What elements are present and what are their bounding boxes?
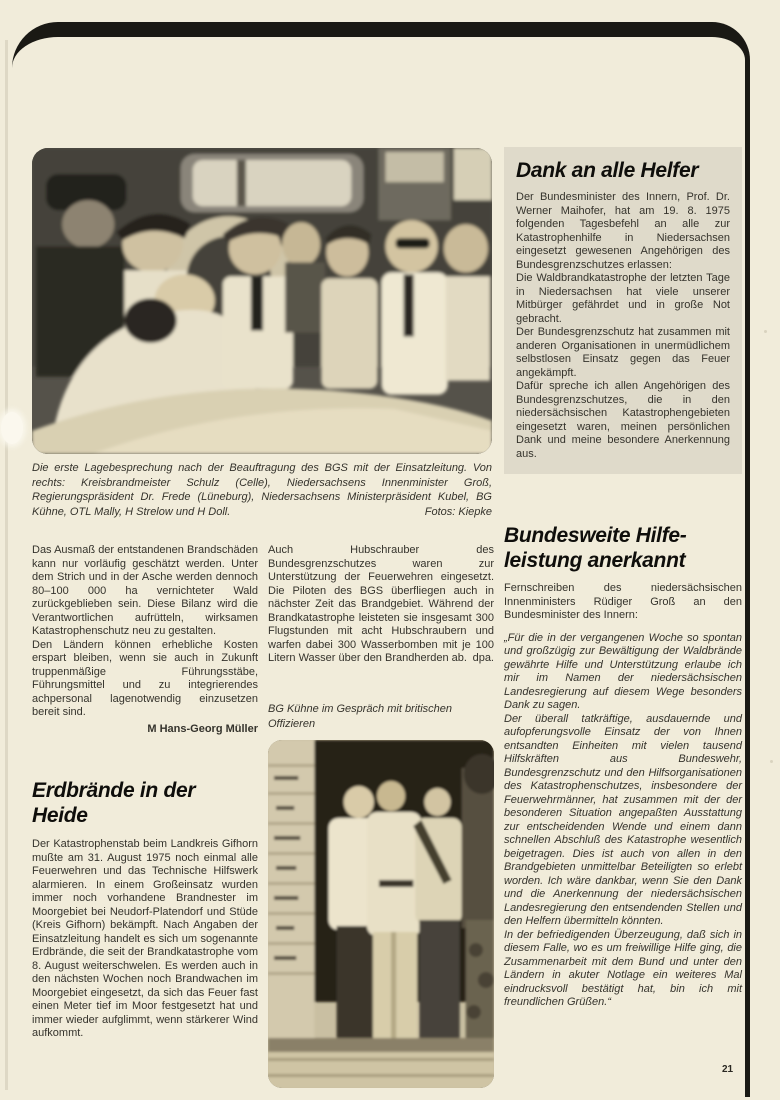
main-photo-caption [32,461,492,519]
paragraph: Dafür spreche ich allen Angehörigen des Bundesgrenzschutzes, die in den niedersächsischen Katastrophengebieten eingesetzt waren, meinen persönlichen Dank und meine besondere Anerkennung aus. [516,380,730,460]
article-erdbraende [32,778,258,1041]
paragraph-text: Auch Hubschrauber des Bundesgrenzschutzes waren zur Unterstützung der Feuerwehren eingesetzt. Die Piloten des BGS überfliegen auch in nächster Zeit das Brandgebiet. Während der Brandkatastrophe leisteten sie insgesamt 300 Flugstunden mit acht Hubschraubern und warfen dabei 300 Wasserbomben mit je 100 Litern Wasser über den Brandherden ab. [268,544,494,664]
scan-speckle [770,760,773,763]
erdbraende-headline [32,778,258,828]
scan-edge-shadow [5,40,8,1090]
quote-paragraph: „Für die in der vergangenen Woche so spontan und großzügig zur Bewältigung der Waldbrände gewährte Hilfe und Unterstützung erlaube ich mir im Namen der niedersächsischen Landesregierung auf diesem Wege besonders Dank zu sagen. [504,631,742,711]
article-aftermath [32,544,258,736]
secondary-photo-image [268,740,494,1088]
caption-text: Die erste Lagebesprechung nach der Beauftragung des BGS mit der Einsatzleitung. Von rechts: Kreisbrandmeister Schulz (Celle), Niedersachsens Innenminister Groß, Regierungspräsident Dr. Frede (Lüneburg), Niedersachsens Ministerpräsident Kubel, BG Kühne, OTL Mally, H Strelow und H Doll. [32,462,492,518]
paragraph [268,544,494,666]
byline: M Hans-Georg Müller [147,722,258,735]
secondary-photo [268,740,494,1088]
paragraph: Der Bundesminister des Innern, Prof. Dr. Werner Maihofer, hat am 19. 8. 1975 folgenden Tagesbefehl an alle zur Katastrophenhilfe in Niedersachsen eingesetzt gewesenen Angehörigen des Bundesgrenzschutzes erlassen: [516,191,730,271]
quote-paragraph: Der überall tatkräftige, ausdauernde und aufopferungsvolle Einsatz der von Ihnen entsandten Einheiten mit vielen tausend Hilfskräften aus Bundeswehr, Bundesgrenzschutz und den Hilfsorganisationen des Katastrophenschutzes, insbesondere der Feuerwehrmänner, hat zusammen mit der der besonderen Situation angepaßten Ausstattung zur entscheidenden Wende und einem dann schnellen Abschluß des Katastrophe wesentlich beigetragen. Dies ist auch von allen in den Brandgebieten unmittelbar Beteiligten so erlebt worden. Ich wäre dankbar, wenn Sie den Dank und die Anerkennung der niedersächsischen Landesregierung den entsendenden Stellen und den Helfern übermitteln könnten. [504,712,742,927]
headline-line: Erdbrände in der [32,779,196,802]
main-photo-image [32,148,492,454]
photo-credit: Fotos: Kiepke [424,505,492,518]
paragraph: Der Katastrophenstab beim Landkreis Gifhorn mußte am 31. August 1975 noch einmal alle Feuerwehren und das Technische Hilfswerk alarmieren. In einem Großeinsatz wurden immer noch vorhandene Brandnester im Moorgebiet bei Neudorf-Platendorf und Stüde (Kreis Gifhorn) bekämpft. Nach Angaben der Einsatzleitung handelt es sich um sogenannte Erdbrände, die seit der Brandkatastrophe vom 8. August weiterschwelen. Es werden auch in den nächsten Wochen noch Brandwachen im Moorgebiet eingesetzt, da sich das Feuer fast einen Meter tief im Moor festgesetzt hat und immer wieder aufglimmt, wenn stärkerer Wind aufkommt. [32,838,258,1039]
headline-line: Heide [32,804,88,827]
scan-speckle [764,330,767,333]
dank-box [504,147,742,474]
paragraph: Den Ländern können erhebliche Kosten erspart bleiben, wenn sie auch in Zukunft truppenmäßige Führungsstäbe, Führungsmittel und zu integrierendes achpersonal lagenotwendig einzusetzen bereit sind. [32,638,258,718]
headline-line: leistung anerkannt [504,549,686,572]
agency-credit: dpa. [472,652,494,664]
quote-paragraph: In der befriedigenden Überzeugung, daß sich in diesem Falle, wo es um freiwillige Hilfe ging, die Zusammenarbeit mit dem Bund und unter den Ländern in akuter Notlage ein weiteres Mal eindrucksvoll bestätigt hat, bin ich mit freundlichen Grüßen.“ [504,928,742,1008]
main-photo [32,148,492,454]
paragraph: Der Bundesgrenzschutz hat zusammen mit anderen Organisationen in unermüdlichem selbstlosen Einsatz gegen das Feuer angekämpft. [516,326,730,379]
article-intro: Fernschreiben des niedersächsischen Innenministers Rüdiger Groß an den Bundesminister des Innern: [504,582,742,621]
dank-headline: Dank an alle Helfer [516,159,699,182]
bundesweite-headline [504,523,742,573]
secondary-photo-caption: BG Kühne im Gespräch mit britischen Offizieren [268,703,453,730]
page-number: 21 [722,1064,734,1075]
paragraph: Das Ausmaß der entstandenen Brandschäden kann nur vorläufig geschätzt werden. Unter dem Strich und in der Asche werden dennoch 80–100 000 ha vernichteter Wald zurückgeblieben sein. Diese Bilanz wird die Verantwortlichen aufrütteln, wirksamen Katastrophenschutz neu zu gestalten. [32,544,258,637]
paragraph: Die Waldbrandkatastrophe der letzten Tage in Niedersachsen hat viele unserer Mitbürger gefährdet und in große Not gebracht. [516,272,730,325]
headline-line: Bundesweite Hilfe- [504,524,687,547]
article-bundesweite [504,523,742,1010]
binding-hole [1,412,23,444]
article-helicopter [268,544,494,666]
